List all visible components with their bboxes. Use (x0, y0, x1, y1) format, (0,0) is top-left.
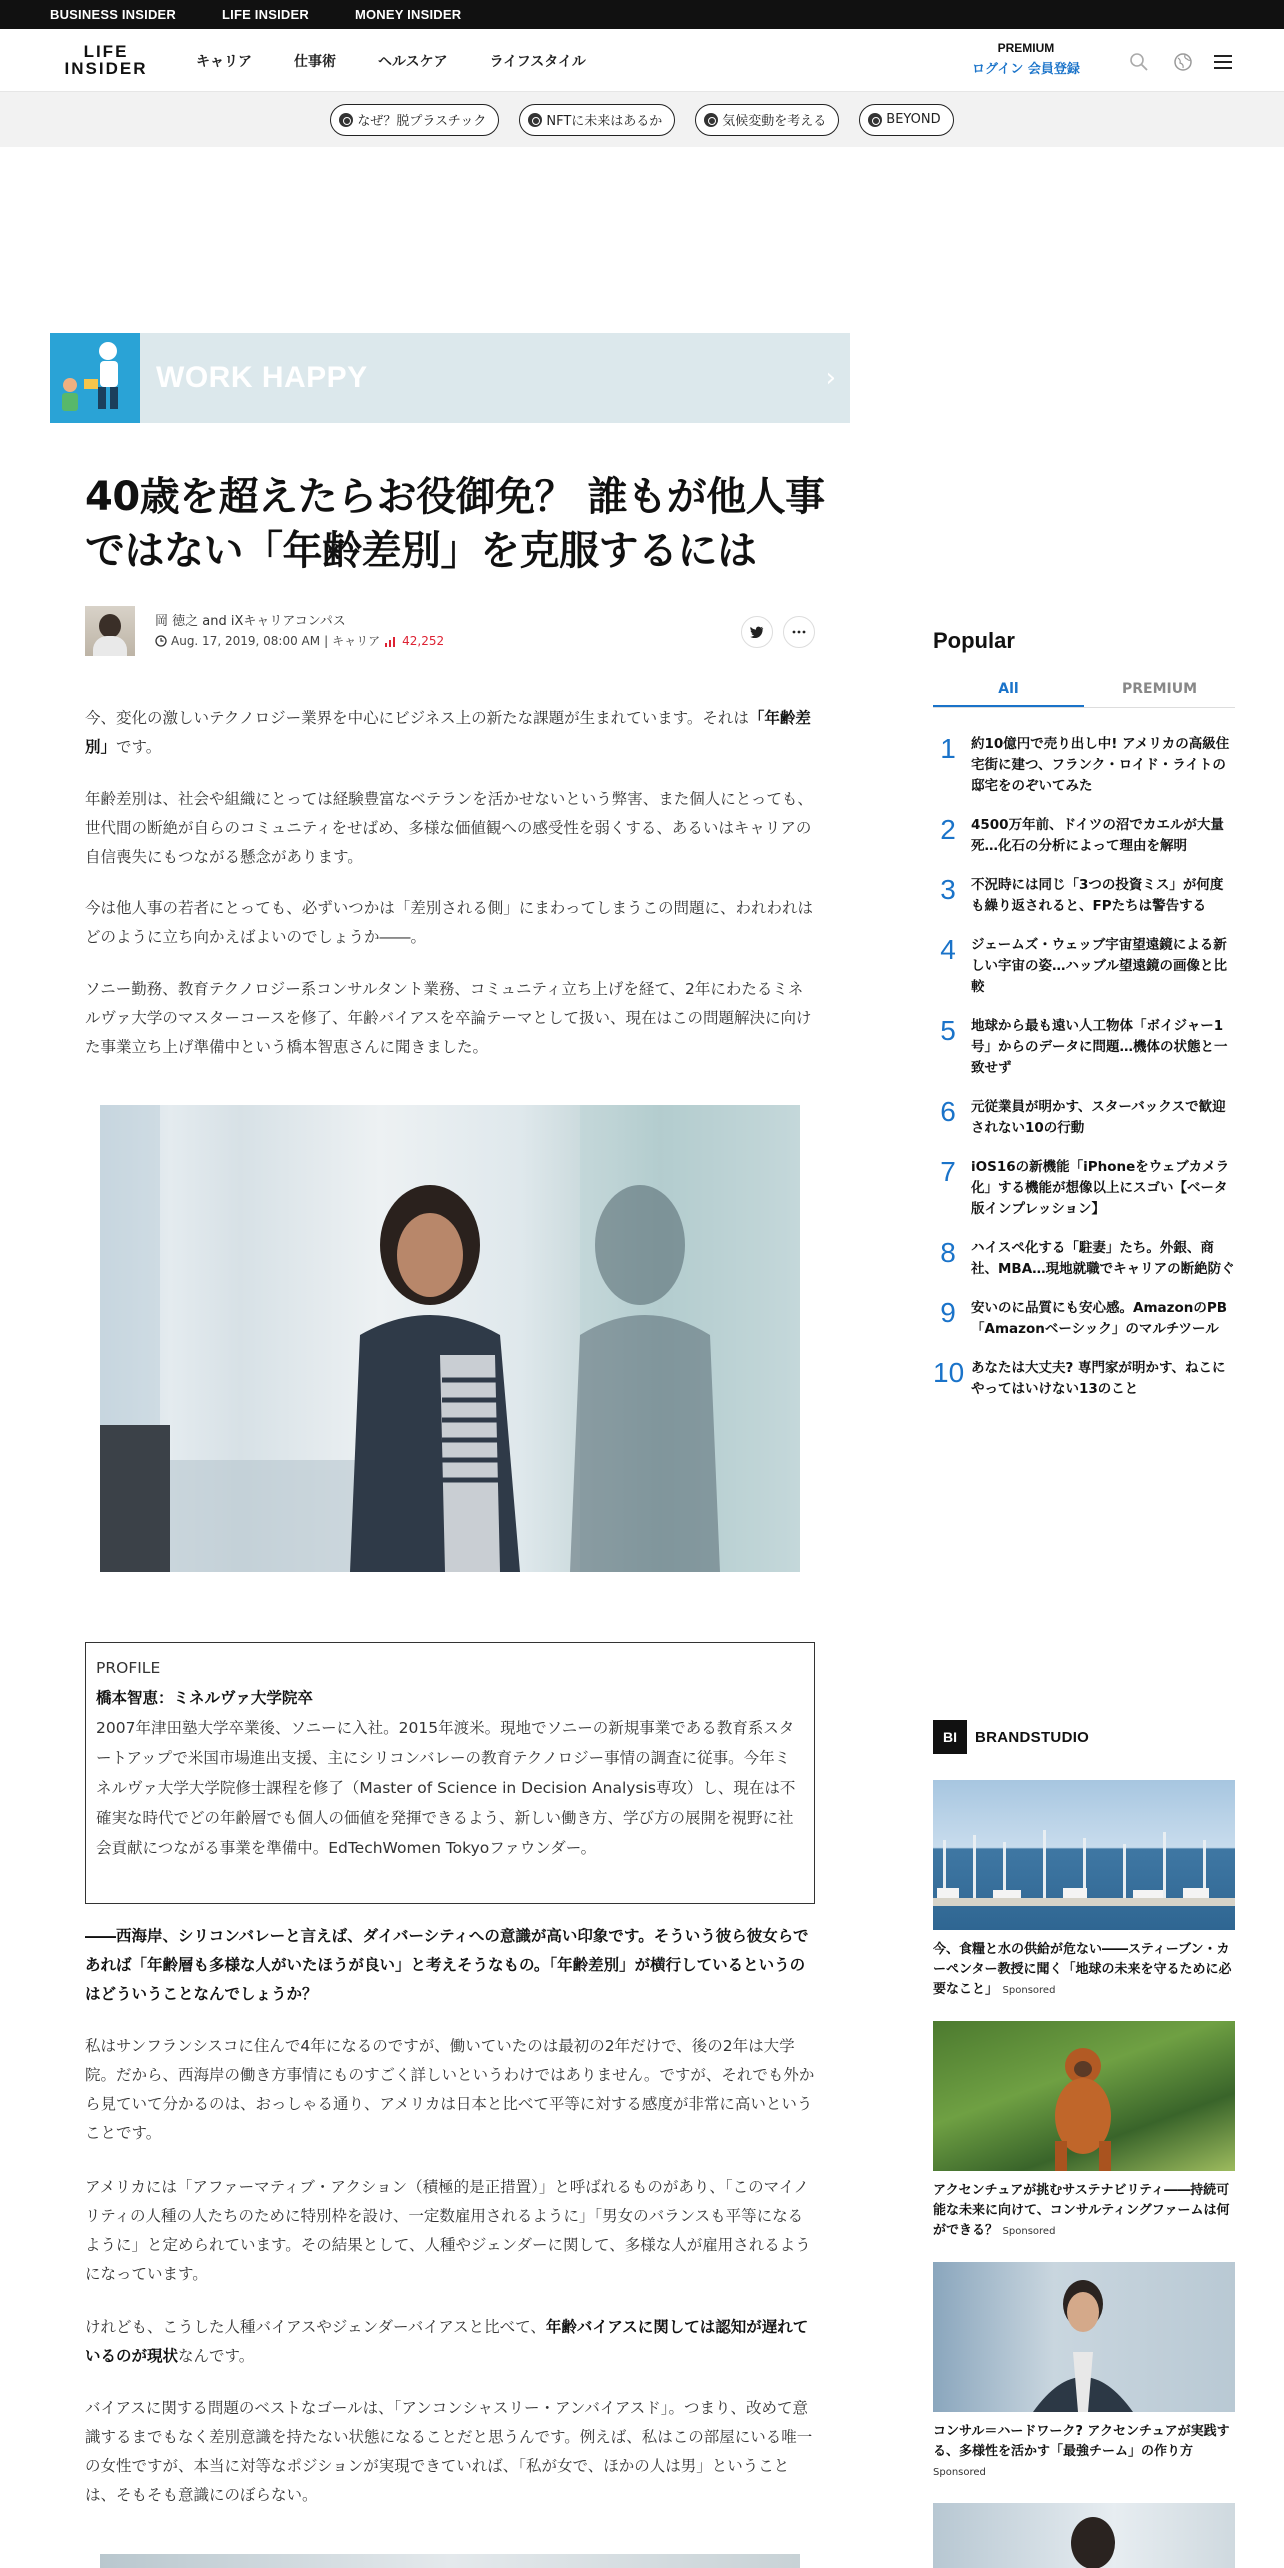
article-paragraph: 今は他人事の若者にとっても、必ずいつかは「差別される側」にまわってしまうこの問題に、われわれはどのように立ち向かえばよいのでしょうか――。 (85, 899, 814, 946)
popular-item-title: 4500万年前、ドイツの沼でカエルが大量死…化石の分析によって理由を解明 (971, 817, 1224, 854)
article-paragraph (85, 704, 815, 762)
topic-tag[interactable] (695, 104, 839, 136)
tag-label: 気候変動を考える (722, 114, 827, 129)
popular-item-title: 安いのに品質にも安心感。AmazonのPB「Amazonベーシック」のマルチツール (971, 1300, 1228, 1337)
sponsored-card[interactable] (933, 2503, 1235, 2568)
tab-premium[interactable]: PREMIUM (1121, 681, 1198, 697)
popular-tabs (933, 670, 1235, 708)
interview-question (85, 1922, 815, 2009)
twitter-icon (750, 626, 764, 638)
tag-icon (339, 113, 353, 127)
bi-badge: BI (933, 1720, 967, 1754)
popular-item[interactable] (933, 1157, 1235, 1220)
topic-tag-bar (0, 92, 1284, 147)
popular-item[interactable] (933, 875, 1235, 917)
popular-item-title: 不況時には同じ「3つの投資ミス」が何度も繰り返されると、FPたちは警告する (971, 877, 1224, 914)
views-bars-icon (384, 635, 398, 647)
card-image (933, 2503, 1235, 2568)
login-link[interactable]: ログイン (972, 62, 1024, 77)
popular-item-title: あなたは大丈夫? 専門家が明かす、ねこにやってはいけない13のこと (971, 1360, 1226, 1397)
popular-heading: Popular (933, 628, 1015, 653)
banner-label: WORK HAPPY (156, 361, 368, 394)
rank-number: 7 (940, 1156, 956, 1187)
author-avatar[interactable] (85, 606, 135, 656)
twitter-share-button[interactable] (741, 616, 773, 648)
rank-number: 1 (940, 733, 956, 764)
popular-item[interactable] (933, 1358, 1235, 1400)
rank-number: 3 (940, 874, 956, 905)
rank-number: 2 (940, 814, 956, 845)
sponsored-card[interactable] (933, 2021, 1235, 2242)
article-paragraph: ソニー勤務、教育テクノロジー系コンサルタント業務、コミュニティ立ち上げを経て、2年にわたるミネルヴァ大学のマスターコースを修了、年齢バイアスを卒論テーマとして扱い、現在はこの問題解決に向けた事業立ち上げ準備中という橋本智恵さんに聞きました。 (85, 980, 812, 1056)
popular-item[interactable] (933, 1238, 1235, 1280)
card-title-text: 今、食糧と水の供給が危ない――スティーブン・カーペンター教授に聞く「地球の未来を守るために必要なこと」 (933, 1942, 1232, 1997)
tab-all[interactable]: All (933, 670, 1084, 707)
view-count: 42,252 (402, 633, 445, 648)
brandstudio-title: BRANDSTUDIO (975, 1728, 1090, 1746)
menu-icon[interactable] (1212, 51, 1234, 73)
article-paragraph: 年齢差別は、社会や組織にとっては経験豊富なベテランを活かせないという弊害、また個人にとっても、世代間の断絶が自らのコミュニティをせばめ、多様な価値観への感受性を弱くする、あるいはキャリアの自信喪失にもつながる懸念があります。 (85, 790, 813, 866)
tag-label: NFTに未来はあるか (546, 114, 663, 129)
network-link-business-insider[interactable]: BUSINESS INSIDER (50, 7, 177, 22)
profile-name: 橋本智恵：ミネルヴァ大学院卒 (96, 1689, 313, 1707)
profile-box (85, 1642, 815, 1904)
text-run: けれども、こうした人種バイアスやジェンダーバイアスと比べて、 (85, 2318, 546, 2336)
publish-date: Aug. 17, 2019, 08:00 AM (171, 633, 321, 648)
author-name[interactable]: 岡 徳之 and iXキャリアコンパス (155, 614, 346, 629)
popular-list (933, 734, 1235, 1418)
site-header (0, 29, 1284, 92)
card-image (933, 2262, 1235, 2412)
main-nav (196, 29, 586, 92)
popular-item[interactable] (933, 1298, 1235, 1340)
tag-label: BEYOND (886, 112, 941, 127)
article-byline (85, 606, 815, 658)
popular-item[interactable] (933, 734, 1235, 797)
article-paragraph (85, 2313, 815, 2371)
popular-item[interactable] (933, 815, 1235, 857)
tag-icon (868, 113, 882, 127)
globe-icon[interactable] (1172, 51, 1194, 73)
clock-icon (155, 635, 167, 647)
search-icon[interactable] (1128, 51, 1150, 73)
article-paragraph: アメリカには「アファーマティブ・アクション（積極的是正措置）」と呼ばれるものがあり、「このマイノリティの人種の人たちのために特別枠を設け、一定数雇用されるように」「男女のバランスも平等になるように」と定められています。その結果として、人種やジェンダーに関して、多様な人が雇用されるようになっています。 (85, 2178, 811, 2283)
card-title (933, 2422, 1235, 2483)
popular-item-title: ジェームズ・ウェッブ宇宙望遠鏡による新しい宇宙の姿…ハッブル望遠鏡の画像と比較 (971, 937, 1227, 995)
article-photo (100, 1105, 800, 1572)
emphasis-text: 年齢バイアスに関しては認知が遅れているのが現状 (85, 2318, 809, 2365)
nav-item-lifestyle[interactable]: ライフスタイル (489, 53, 586, 70)
profile-text: 2007年津田塾大学卒業後、ソニーに入社。2015年渡米。現地でソニーの新規事業である教育系スタートアップで米国市場進出支援、主にシリコンバレーの教育テクノロジー事情の調査に従事。今年ミネルヴァ大学大学院修士課程を修了（Master of Science in Decision Analysis専攻）し、現在は不確実な時代でどの年齢層でも個人の価値を発揮できるよう、新しい働き方、学び方の展開を視野に社会貢献につながる事業を準備中。EdTechWomen Tokyoファウンダー。 (96, 1719, 796, 1857)
popular-item-title: 地球から最も遠い人工物体「ボイジャー1号」からのデータに問題…機体の状態と一致せず (971, 1018, 1228, 1076)
card-image (933, 1780, 1235, 1930)
text-run: 今、変化の激しいテクノロジー業界を中心にビジネス上の新たな課題が生まれています。それは (85, 709, 749, 727)
nav-item-career[interactable]: キャリア (196, 53, 252, 70)
article-paragraph: 私はサンフランシスコに住んで4年になるのですが、働いていたのは最初の2年だけで、後の2年は大学院。だから、西海岸の働き方事情にものすごく詳しいというわけではありません。ですが、それでも外から見ていて分かるのは、おっしゃる通り、アメリカは日本と比べて平等に対する感度が非常に高いということです。 (85, 2037, 815, 2142)
popular-item-title: 元従業員が明かす、スターバックスで歓迎されない10の行動 (971, 1099, 1226, 1136)
nav-item-health[interactable]: ヘルスケア (378, 53, 448, 70)
text-run: です。 (116, 738, 162, 756)
topic-tag[interactable] (859, 104, 953, 136)
popular-item[interactable] (933, 1016, 1235, 1079)
logo-line-1: LIFE (83, 42, 129, 61)
chevron-right-icon: › (825, 363, 836, 393)
work-happy-banner[interactable] (50, 333, 850, 423)
card-title (933, 1940, 1235, 2001)
popular-item-title: iOS16の新機能「iPhoneをウェブカメラ化」する機能が想像以上にスゴい【ベータ版インプレッション】 (971, 1159, 1230, 1217)
sponsored-label: Sponsored (933, 2467, 986, 2478)
popular-item[interactable] (933, 1097, 1235, 1139)
popular-item-title: 約10億円で売り出し中! アメリカの高級住宅街に建つ、フランク・ロイド・ライトの邸宅をのぞいてみた (971, 736, 1230, 794)
sponsored-card[interactable] (933, 2262, 1235, 2483)
more-options-button[interactable] (783, 616, 815, 648)
register-link[interactable]: 会員登録 (1027, 62, 1080, 77)
text-run: なんです。 (178, 2347, 255, 2365)
rank-number: 5 (940, 1015, 956, 1046)
tag-icon (704, 113, 718, 127)
sponsored-card[interactable] (933, 1780, 1235, 2001)
popular-item-title: ハイスペ化する「駐妻」たち。外銀、商社、MBA…現地就職でキャリアの断絶防ぐ (971, 1240, 1235, 1277)
account-links (972, 58, 1080, 77)
card-title-text: アクセンチュアが挑むサステナビリティ――持続可能な未来に向けて、コンサルティングファームは何ができる？ (933, 2183, 1230, 2238)
sponsored-label: Sponsored (1002, 2226, 1056, 2237)
banner-illustration (50, 333, 140, 423)
premium-block (972, 41, 1080, 77)
rank-number: 9 (940, 1297, 956, 1328)
more-icon (792, 630, 806, 634)
question-text: ――西海岸、シリコンバレーと言えば、ダイバーシティへの意識が高い印象です。そういう彼ら彼女らであれば「年齢層も多様な人がいたほうが良い」と考えそうなもの。「年齢差別」が横行しているというのはどういうことなんでしょうか？ (85, 1927, 809, 2003)
topic-tag[interactable] (330, 104, 499, 136)
card-title (933, 2181, 1235, 2242)
rank-number: 10 (933, 1357, 965, 1388)
share-buttons (741, 616, 815, 648)
rank-number: 8 (940, 1237, 956, 1268)
card-title-text: コンサル＝ハードワーク? アクセンチュアが実践する、多様性を活かす「最強チーム」の作り方 (933, 2424, 1230, 2459)
network-link-life-insider[interactable]: LIFE INSIDER (222, 7, 309, 22)
network-link-money-insider[interactable]: MONEY INSIDER (354, 7, 462, 22)
top-network-bar (0, 0, 1284, 29)
nav-item-work[interactable]: 仕事術 (294, 53, 336, 70)
emphasis-text: 「年齢差別」 (85, 709, 811, 756)
profile-label: PROFILE (96, 1659, 161, 1677)
popular-item[interactable] (933, 935, 1235, 998)
topic-tag[interactable] (519, 104, 675, 136)
meta-separator: | (324, 633, 329, 648)
article-photo-2 (100, 2554, 800, 2568)
brandstudio-header (933, 1720, 1089, 1754)
article-title: 40歳を超えたらお役御免？ 誰もが他人事ではない「年齢差別」を克服するには (85, 474, 825, 574)
sponsored-label: Sponsored (1002, 1985, 1056, 1996)
tag-label: なぜ？脱プラスチック (357, 114, 487, 129)
article-meta (155, 632, 444, 649)
article-paragraph: バイアスに関する問題のベストなゴールは、「アンコンシャスリー・アンバイアスド」。つまり、改めて意識するまでもなく差別意識を持たない状態になることだと思うんです。例えば、私はこの部屋にいる唯一の女性ですが、本当に対等なポジションが実現できていれば、「私が女で、ほかの人は男」ということは、そもそも意識にのぼらない。 (85, 2399, 813, 2504)
category-link[interactable]: キャリア (332, 634, 381, 648)
card-image (933, 2021, 1235, 2171)
tag-icon (528, 113, 542, 127)
logo-line-2: INSIDER (64, 59, 148, 78)
rank-number: 6 (940, 1096, 956, 1127)
rank-number: 4 (940, 934, 956, 965)
premium-label[interactable]: PREMIUM (997, 41, 1055, 55)
site-logo[interactable] (56, 43, 156, 77)
